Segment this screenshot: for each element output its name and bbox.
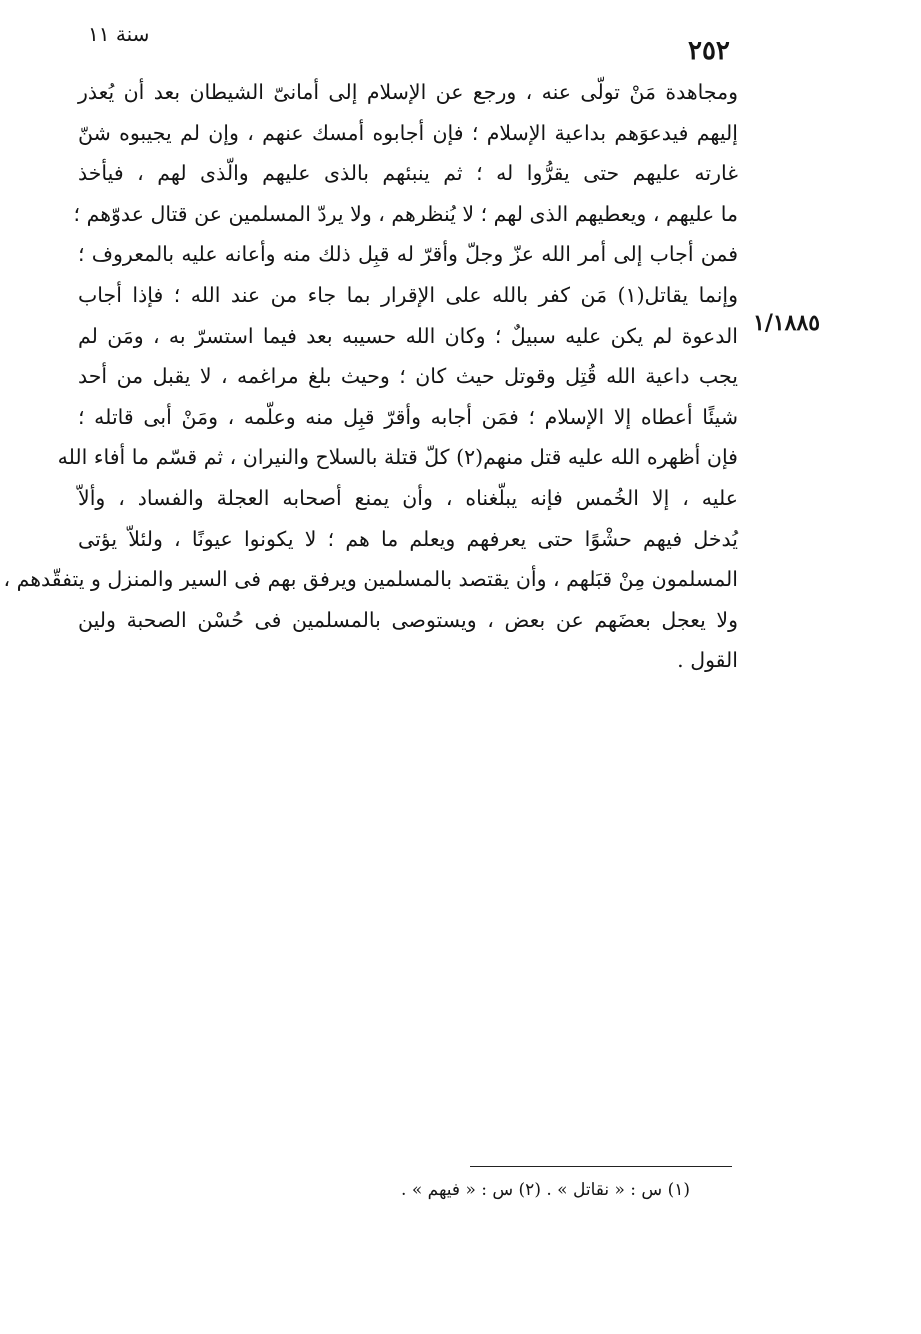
text-line: إليهم فيدعوَهم بداعية الإسلام ؛ فإن أجابوه أمسك عنهم ، وإن لم يجيبوه شنّ <box>78 120 738 145</box>
text-line: ومجاهدة مَنْ تولّى عنه ، ورجع عن الإسلام إلى أمانىّ الشيطان بعد أن يُعذر <box>78 80 738 104</box>
body-text <box>3 72 738 681</box>
footnote-divider <box>470 1166 732 1167</box>
text-line: الدعوة لم يكن عليه سبيلٌ ؛ وكان الله حسيبه بعد فيما استسرّ به ، ومَن لم <box>78 323 738 348</box>
running-header: سنة ١١ <box>88 22 150 46</box>
footnotes: (١) س : « نقاتل » . (٢) س : « فيهم » . <box>401 1180 690 1200</box>
text-line: وإنما يقاتل(١) مَن كفر بالله على الإقرار بما جاء من عند الله ؛ فإذا أجاب <box>78 282 738 307</box>
text-line: ولا يعجل بعضَهم عن بعض ، ويستوصى بالمسلمين فى حُسْن الصحبة ولين <box>78 607 738 632</box>
margin-reference: ١/١٨٨٥ <box>753 310 821 336</box>
text-line: القول . <box>677 648 738 673</box>
text-line: يجب داعية الله قُتِل وقوتل حيث كان ؛ وحيث بلغ مراغمه ، لا يقبل من أحد <box>78 364 738 389</box>
text-line: يُدخل فيهم حشْوًا حتى يعرفهم ويعلم ما هم ؛ لا يكونوا عيونًا ، ولئلاّ يؤتى <box>78 526 738 551</box>
text-line: المسلمون مِنْ قبَلهم ، وأن يقتصد بالمسلمين ويرفق بهم فى السير والمنزل و يتفقّدهم ، <box>3 567 738 592</box>
text-line: ما عليهم ، ويعطيهم الذى لهم ؛ لا يُنظرهم ، ولا يردّ المسلمين عن قتال عدوّهم ؛ <box>73 201 738 226</box>
text-line: فإن أظهره الله عليه قتل منهم(٢) كلّ قتلة بالسلاح والنيران ، ثم قسّم ما أفاء الله <box>57 445 738 470</box>
text-line: غارته عليهم حتى يقرُّوا له ؛ ثم ينبئهم بالذى عليهم والّذى لهم ، فيأخذ <box>78 161 738 186</box>
page-number: ٢٥٢ <box>688 36 730 66</box>
text-line: فمن أجاب إلى أمر الله عزّ وجلّ وأقرّ له قبِل ذلك منه وأعانه عليه بالمعروف ؛ <box>78 242 738 267</box>
text-line: شيئًا أعطاه إلا الإسلام ؛ فمَن أجابه وأقرّ قبِل منه وعلّمه ، ومَنْ أبى قاتله ؛ <box>78 404 738 429</box>
text-line: عليه ، إلا الخُمس فإنه يبلّغناه ، وأن يمنع أصحابه العجلة والفساد ، وألاّ <box>78 485 738 510</box>
